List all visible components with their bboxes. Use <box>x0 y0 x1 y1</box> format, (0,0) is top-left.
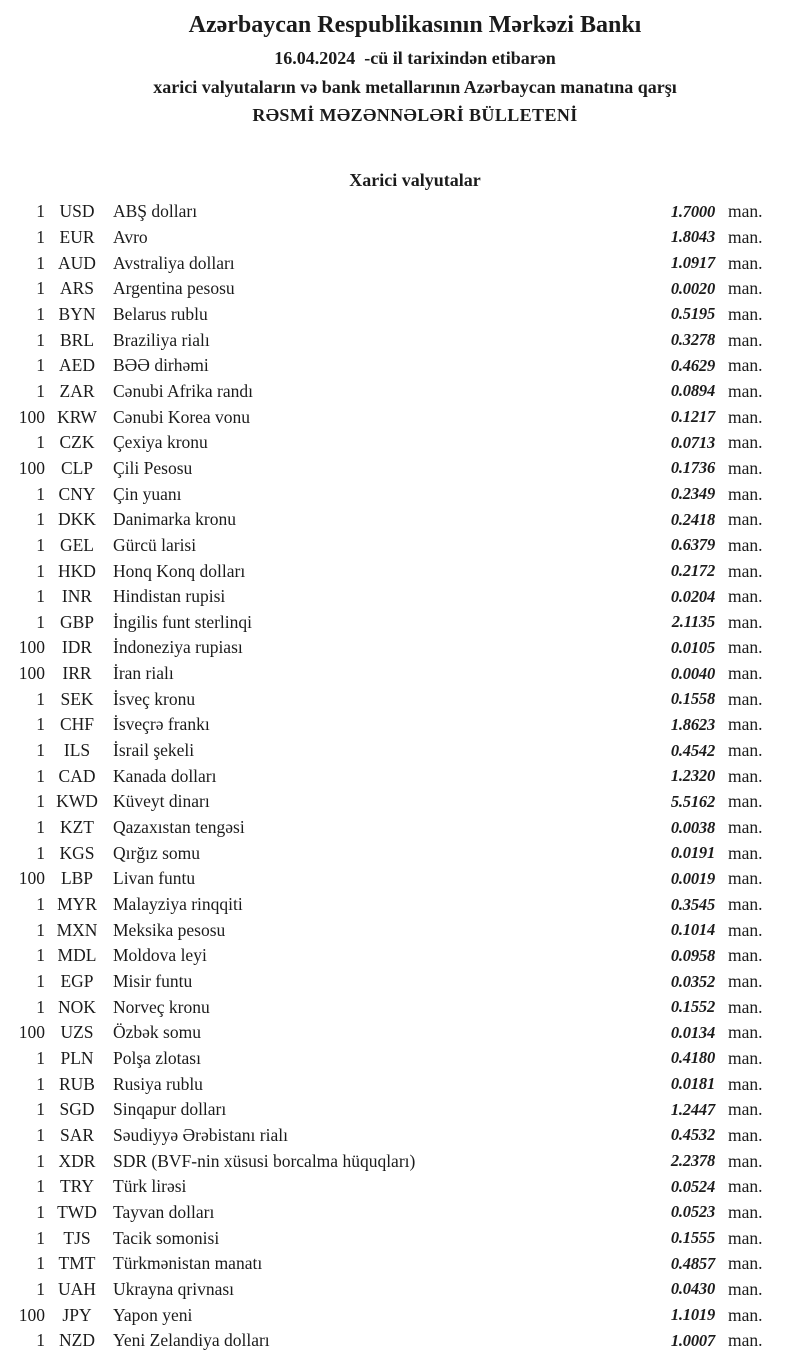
currency-rate: 0.0105 <box>670 637 715 657</box>
currency-quantity: 1 <box>36 894 45 915</box>
currency-rate: 0.6379 <box>670 535 715 555</box>
currency-unit-label: man. <box>728 637 763 658</box>
currency-unit-label: man. <box>728 252 763 273</box>
currency-row <box>0 225 800 251</box>
currency-unit-label: man. <box>728 226 763 247</box>
currency-quantity: 1 <box>36 688 45 709</box>
currency-code: TWD <box>57 1201 97 1222</box>
currency-code: SAR <box>59 1124 95 1145</box>
currency-quantity: 1 <box>36 1047 45 1068</box>
currency-code: UZS <box>60 1022 94 1043</box>
currency-unit-label: man. <box>728 868 763 889</box>
currency-rate: 0.2418 <box>670 509 715 529</box>
currency-row <box>0 1277 800 1303</box>
currency-name: Gürcü larisi <box>113 534 197 555</box>
currency-quantity: 1 <box>36 329 45 350</box>
currency-row <box>0 1302 800 1328</box>
rates-table <box>0 199 800 1354</box>
currency-rate: 0.0894 <box>670 381 715 401</box>
currency-quantity: 1 <box>36 1124 45 1145</box>
currency-quantity: 100 <box>18 457 45 478</box>
currency-rate: 0.2349 <box>670 484 715 504</box>
currency-row <box>0 379 800 405</box>
currency-name: Avstraliya dolları <box>113 252 235 273</box>
currency-name: Türkmənistan manatı <box>113 1253 263 1274</box>
currency-row <box>0 661 800 687</box>
currency-quantity: 100 <box>18 406 45 427</box>
currency-quantity: 100 <box>18 868 45 889</box>
currency-unit-label: man. <box>728 1124 763 1145</box>
currency-rate: 0.4180 <box>670 1048 715 1068</box>
currency-unit-label: man. <box>728 534 763 555</box>
currency-quantity: 1 <box>36 560 45 581</box>
currency-rate: 2.1135 <box>671 612 715 632</box>
currency-code: DKK <box>58 509 96 530</box>
currency-code: CNY <box>58 483 96 504</box>
currency-name: Yeni Zelandiya dolları <box>113 1330 270 1351</box>
currency-quantity: 1 <box>36 996 45 1017</box>
currency-row <box>0 1071 800 1097</box>
currency-code: UAH <box>58 1278 96 1299</box>
currency-name: Qazaxıstan tengəsi <box>113 817 245 838</box>
currency-name: SDR (BVF-nin xüsusi borcalma hüquqları) <box>113 1150 416 1171</box>
currency-rate: 0.4542 <box>670 740 715 760</box>
currency-rate: 0.4629 <box>670 355 715 375</box>
currency-name: Hindistan rupisi <box>113 586 226 607</box>
currency-code: NZD <box>59 1330 95 1351</box>
currency-unit-label: man. <box>728 1330 763 1351</box>
currency-name: İsrail şekeli <box>113 740 195 761</box>
currency-name: İngilis funt sterlinqi <box>113 611 253 632</box>
currency-unit-label: man. <box>728 894 763 915</box>
currency-unit-label: man. <box>728 842 763 863</box>
currency-row <box>0 353 800 379</box>
currency-code: RUB <box>59 1073 95 1094</box>
currency-row <box>0 763 800 789</box>
currency-row <box>0 712 800 738</box>
currency-code: BRL <box>59 329 95 350</box>
currency-rate: 0.1217 <box>670 407 715 427</box>
currency-quantity: 1 <box>36 1227 45 1248</box>
currency-quantity: 1 <box>36 1150 45 1171</box>
currency-row <box>0 892 800 918</box>
currency-unit-label: man. <box>728 817 763 838</box>
currency-name: Çin yuanı <box>113 483 182 504</box>
currency-row <box>0 635 800 661</box>
currency-quantity: 100 <box>18 1304 45 1325</box>
currency-unit-label: man. <box>728 919 763 940</box>
currency-row <box>0 1123 800 1149</box>
currency-unit-label: man. <box>728 380 763 401</box>
section-title-foreign-currencies: Xarici valyutalar <box>349 170 481 190</box>
currency-code: SGD <box>59 1099 95 1120</box>
currency-quantity: 1 <box>36 509 45 530</box>
currency-name: Çili Pesosu <box>113 457 193 478</box>
currency-name: Cənubi Afrika randı <box>113 380 253 401</box>
currency-row <box>0 738 800 764</box>
currency-code: GEL <box>59 534 95 555</box>
currency-quantity: 1 <box>36 791 45 812</box>
currency-unit-label: man. <box>728 329 763 350</box>
currency-row <box>0 404 800 430</box>
currency-quantity: 100 <box>18 663 45 684</box>
currency-name: İsveç kronu <box>113 688 196 709</box>
currency-quantity: 1 <box>36 534 45 555</box>
currency-name: Tayvan dolları <box>113 1201 215 1222</box>
currency-name: Səudiyyə Ərəbistanı rialı <box>113 1124 288 1145</box>
currency-name: İndoneziya rupiası <box>113 637 243 658</box>
currency-code: MYR <box>57 894 97 915</box>
currency-row <box>0 250 800 276</box>
currency-code: CHF <box>59 714 95 735</box>
currency-unit-label: man. <box>728 996 763 1017</box>
currency-unit-label: man. <box>728 945 763 966</box>
currency-unit-label: man. <box>728 1022 763 1043</box>
currency-unit-label: man. <box>728 355 763 376</box>
currency-unit-label: man. <box>728 1201 763 1222</box>
currency-unit-label: man. <box>728 663 763 684</box>
currency-unit-label: man. <box>728 303 763 324</box>
currency-code: EUR <box>59 226 95 247</box>
currency-unit-label: man. <box>728 971 763 992</box>
currency-unit-label: man. <box>728 278 763 299</box>
currency-quantity: 1 <box>36 919 45 940</box>
currency-name: Misir funtu <box>113 971 193 992</box>
currency-code: XDR <box>58 1150 96 1171</box>
currency-rate: 0.1736 <box>670 458 715 478</box>
currency-quantity: 1 <box>36 355 45 376</box>
currency-unit-label: man. <box>728 1176 763 1197</box>
currency-row <box>0 558 800 584</box>
currency-row <box>0 276 800 302</box>
currency-name: Polşa zlotası <box>113 1047 201 1068</box>
currency-code: ARS <box>59 278 95 299</box>
currency-rate: 1.2447 <box>670 1099 715 1119</box>
currency-code: HKD <box>58 560 96 581</box>
currency-rate: 0.0523 <box>670 1202 715 1222</box>
currency-code: INR <box>61 586 93 607</box>
currency-rate: 0.0958 <box>670 945 715 965</box>
currency-row <box>0 430 800 456</box>
currency-name: Honq Konq dolları <box>113 560 246 581</box>
currency-rate: 0.5195 <box>670 304 715 324</box>
currency-code: CAD <box>58 765 96 786</box>
currency-unit-label: man. <box>728 1073 763 1094</box>
currency-name: Özbək somu <box>113 1022 201 1043</box>
currency-rate: 1.8043 <box>670 227 715 247</box>
currency-code: TRY <box>59 1176 95 1197</box>
currency-code: MXN <box>56 919 98 940</box>
currency-rate: 0.1555 <box>670 1228 715 1248</box>
currency-code: KWD <box>56 791 98 812</box>
currency-code: PLN <box>60 1047 94 1068</box>
currency-row <box>0 943 800 969</box>
currency-quantity: 1 <box>36 1201 45 1222</box>
currency-name: Cənubi Korea vonu <box>113 406 251 427</box>
currency-code: TJS <box>63 1227 91 1248</box>
currency-name: Meksika pesosu <box>113 919 226 940</box>
currency-code: ZAR <box>59 380 95 401</box>
currency-row <box>0 1225 800 1251</box>
currency-row <box>0 789 800 815</box>
currency-rate: 0.2172 <box>670 561 715 581</box>
currency-quantity: 1 <box>36 1099 45 1120</box>
currency-name: Danimarka kronu <box>113 509 236 530</box>
currency-code: AED <box>59 355 95 376</box>
currency-quantity: 1 <box>36 945 45 966</box>
currency-rate: 0.0020 <box>670 278 715 298</box>
currency-quantity: 1 <box>36 1176 45 1197</box>
currency-code: SEK <box>60 688 94 709</box>
currency-unit-label: man. <box>728 560 763 581</box>
currency-quantity: 1 <box>36 201 45 222</box>
currency-code: KGS <box>59 842 95 863</box>
currency-name: Kanada dolları <box>113 765 217 786</box>
currency-rate: 1.1019 <box>670 1305 715 1325</box>
bulletin-title: RƏSMİ MƏZƏNNƏLƏRİ BÜLLETENİ <box>252 105 578 125</box>
currency-unit-label: man. <box>728 586 763 607</box>
currency-name: Malayziya rinqqiti <box>113 894 243 915</box>
currency-code: AUD <box>58 252 96 273</box>
currency-name: Ukrayna qrivnası <box>113 1278 235 1299</box>
currency-rate: 0.0352 <box>670 971 715 991</box>
currency-code: EGP <box>60 971 94 992</box>
currency-row <box>0 481 800 507</box>
currency-name: Yapon yeni <box>113 1304 193 1325</box>
scope-line: xarici valyutaların və bank metallarının Azərbaycan manatına qarşı <box>153 77 677 97</box>
currency-name: Qırğız somu <box>113 842 201 863</box>
currency-unit-label: man. <box>728 1150 763 1171</box>
currency-quantity: 1 <box>36 278 45 299</box>
currency-quantity: 1 <box>36 380 45 401</box>
currency-row <box>0 507 800 533</box>
currency-quantity: 1 <box>36 483 45 504</box>
currency-quantity: 1 <box>36 226 45 247</box>
currency-name: Sinqapur dolları <box>113 1099 227 1120</box>
currency-name: Moldova leyi <box>113 945 207 966</box>
currency-rate: 0.0524 <box>670 1176 715 1196</box>
currency-name: Tacik somonisi <box>113 1227 220 1248</box>
currency-quantity: 100 <box>18 637 45 658</box>
currency-rate: 0.0191 <box>670 843 715 863</box>
currency-unit-label: man. <box>728 791 763 812</box>
currency-code: CZK <box>59 432 95 453</box>
currency-rate: 0.0430 <box>670 1279 715 1299</box>
currency-unit-label: man. <box>728 714 763 735</box>
currency-code: GBP <box>59 611 95 632</box>
currency-row <box>0 1020 800 1046</box>
currency-rate: 0.0204 <box>670 586 715 606</box>
currency-rate: 0.1552 <box>670 997 715 1017</box>
document-header <box>0 0 800 127</box>
currency-name: İsveçrə frankı <box>113 714 210 735</box>
bank-title: Azərbaycan Respublikasının Mərkəzi Bankı <box>188 12 642 38</box>
currency-unit-label: man. <box>728 483 763 504</box>
currency-row <box>0 917 800 943</box>
currency-rate: 0.3545 <box>670 894 715 914</box>
currency-quantity: 1 <box>36 842 45 863</box>
currency-quantity: 1 <box>36 971 45 992</box>
currency-unit-label: man. <box>728 740 763 761</box>
currency-row <box>0 1200 800 1226</box>
currency-row <box>0 456 800 482</box>
currency-row <box>0 1174 800 1200</box>
currency-row <box>0 686 800 712</box>
currency-unit-label: man. <box>728 688 763 709</box>
currency-name: ABŞ dolları <box>113 201 198 222</box>
currency-name: BƏƏ dirhəmi <box>113 355 209 376</box>
currency-quantity: 1 <box>36 1278 45 1299</box>
currency-quantity: 1 <box>36 714 45 735</box>
currency-rate: 0.4532 <box>670 1125 715 1145</box>
currency-unit-label: man. <box>728 457 763 478</box>
currency-name: Küveyt dinarı <box>113 791 210 812</box>
currency-name: Braziliya rialı <box>113 329 210 350</box>
currency-quantity: 1 <box>36 765 45 786</box>
currency-code: CLP <box>60 457 94 478</box>
currency-unit-label: man. <box>728 406 763 427</box>
currency-code: USD <box>59 201 95 222</box>
currency-unit-label: man. <box>728 1253 763 1274</box>
currency-name: Livan funtu <box>113 868 196 889</box>
currency-quantity: 1 <box>36 432 45 453</box>
currency-name: Türk lirəsi <box>113 1176 187 1197</box>
currency-row <box>0 1046 800 1072</box>
currency-row <box>0 533 800 559</box>
currency-unit-label: man. <box>728 509 763 530</box>
currency-row <box>0 610 800 636</box>
currency-quantity: 1 <box>36 740 45 761</box>
currency-quantity: 1 <box>36 1330 45 1351</box>
currency-row <box>0 840 800 866</box>
currency-unit-label: man. <box>728 1278 763 1299</box>
currency-row <box>0 1251 800 1277</box>
currency-code: KZT <box>59 817 95 838</box>
currency-unit-label: man. <box>728 1099 763 1120</box>
currency-name: Argentina pesosu <box>113 278 235 299</box>
currency-row <box>0 1328 800 1354</box>
effective-date-line: 16.04.2024 -cü il tarixindən etibarən <box>274 48 556 68</box>
currency-unit-label: man. <box>728 765 763 786</box>
currency-row <box>0 1097 800 1123</box>
currency-rate: 1.7000 <box>670 201 715 221</box>
currency-row <box>0 199 800 225</box>
currency-quantity: 1 <box>36 1073 45 1094</box>
currency-name: Avro <box>113 226 148 247</box>
currency-name: Çexiya kronu <box>113 432 208 453</box>
currency-quantity: 1 <box>36 611 45 632</box>
currency-unit-label: man. <box>728 432 763 453</box>
currency-rate: 0.1558 <box>670 689 715 709</box>
currency-quantity: 1 <box>36 586 45 607</box>
currency-quantity: 100 <box>18 1022 45 1043</box>
currency-row <box>0 1148 800 1174</box>
currency-rate: 0.0134 <box>670 1022 715 1042</box>
currency-code: ILS <box>63 740 91 761</box>
currency-rate: 1.0917 <box>670 253 715 273</box>
currency-unit-label: man. <box>728 611 763 632</box>
currency-row <box>0 815 800 841</box>
currency-code: MDL <box>57 945 97 966</box>
currency-row <box>0 969 800 995</box>
currency-code: NOK <box>58 996 96 1017</box>
currency-rate: 0.0038 <box>670 817 715 837</box>
currency-code: LBP <box>60 868 94 889</box>
currency-row <box>0 584 800 610</box>
currency-quantity: 1 <box>36 303 45 324</box>
currency-unit-label: man. <box>728 1304 763 1325</box>
currency-rate: 1.0007 <box>670 1330 715 1350</box>
currency-code: JPY <box>62 1304 92 1325</box>
currency-unit-label: man. <box>728 1227 763 1248</box>
currency-quantity: 1 <box>36 252 45 273</box>
currency-unit-label: man. <box>728 201 763 222</box>
currency-name: İran rialı <box>113 663 174 684</box>
currency-code: TMT <box>58 1253 96 1274</box>
currency-rate: 0.3278 <box>670 330 715 350</box>
currency-code: BYN <box>58 303 96 324</box>
currency-quantity: 1 <box>36 1253 45 1274</box>
currency-rate: 0.0040 <box>670 663 715 683</box>
currency-name: Belarus rublu <box>113 303 208 324</box>
currency-row <box>0 327 800 353</box>
currency-name: Rusiya rublu <box>113 1073 203 1094</box>
currency-quantity: 1 <box>36 817 45 838</box>
currency-row <box>0 994 800 1020</box>
currency-name: Norveç kronu <box>113 996 210 1017</box>
currency-rate: 1.8623 <box>670 714 715 734</box>
currency-code: KRW <box>57 406 97 427</box>
currency-code: IDR <box>61 637 93 658</box>
currency-rate: 5.5162 <box>670 791 715 811</box>
currency-row <box>0 302 800 328</box>
currency-rate: 1.2320 <box>670 766 715 786</box>
currency-rate: 0.0181 <box>670 1074 715 1094</box>
currency-unit-label: man. <box>728 1047 763 1068</box>
currency-rate: 2.2378 <box>670 1151 715 1171</box>
currency-rate: 0.0713 <box>670 432 715 452</box>
currency-rate: 0.1014 <box>670 920 715 940</box>
currency-rate: 0.4857 <box>670 1253 715 1273</box>
currency-row <box>0 866 800 892</box>
currency-rate: 0.0019 <box>670 868 715 888</box>
currency-code: IRR <box>62 663 92 684</box>
